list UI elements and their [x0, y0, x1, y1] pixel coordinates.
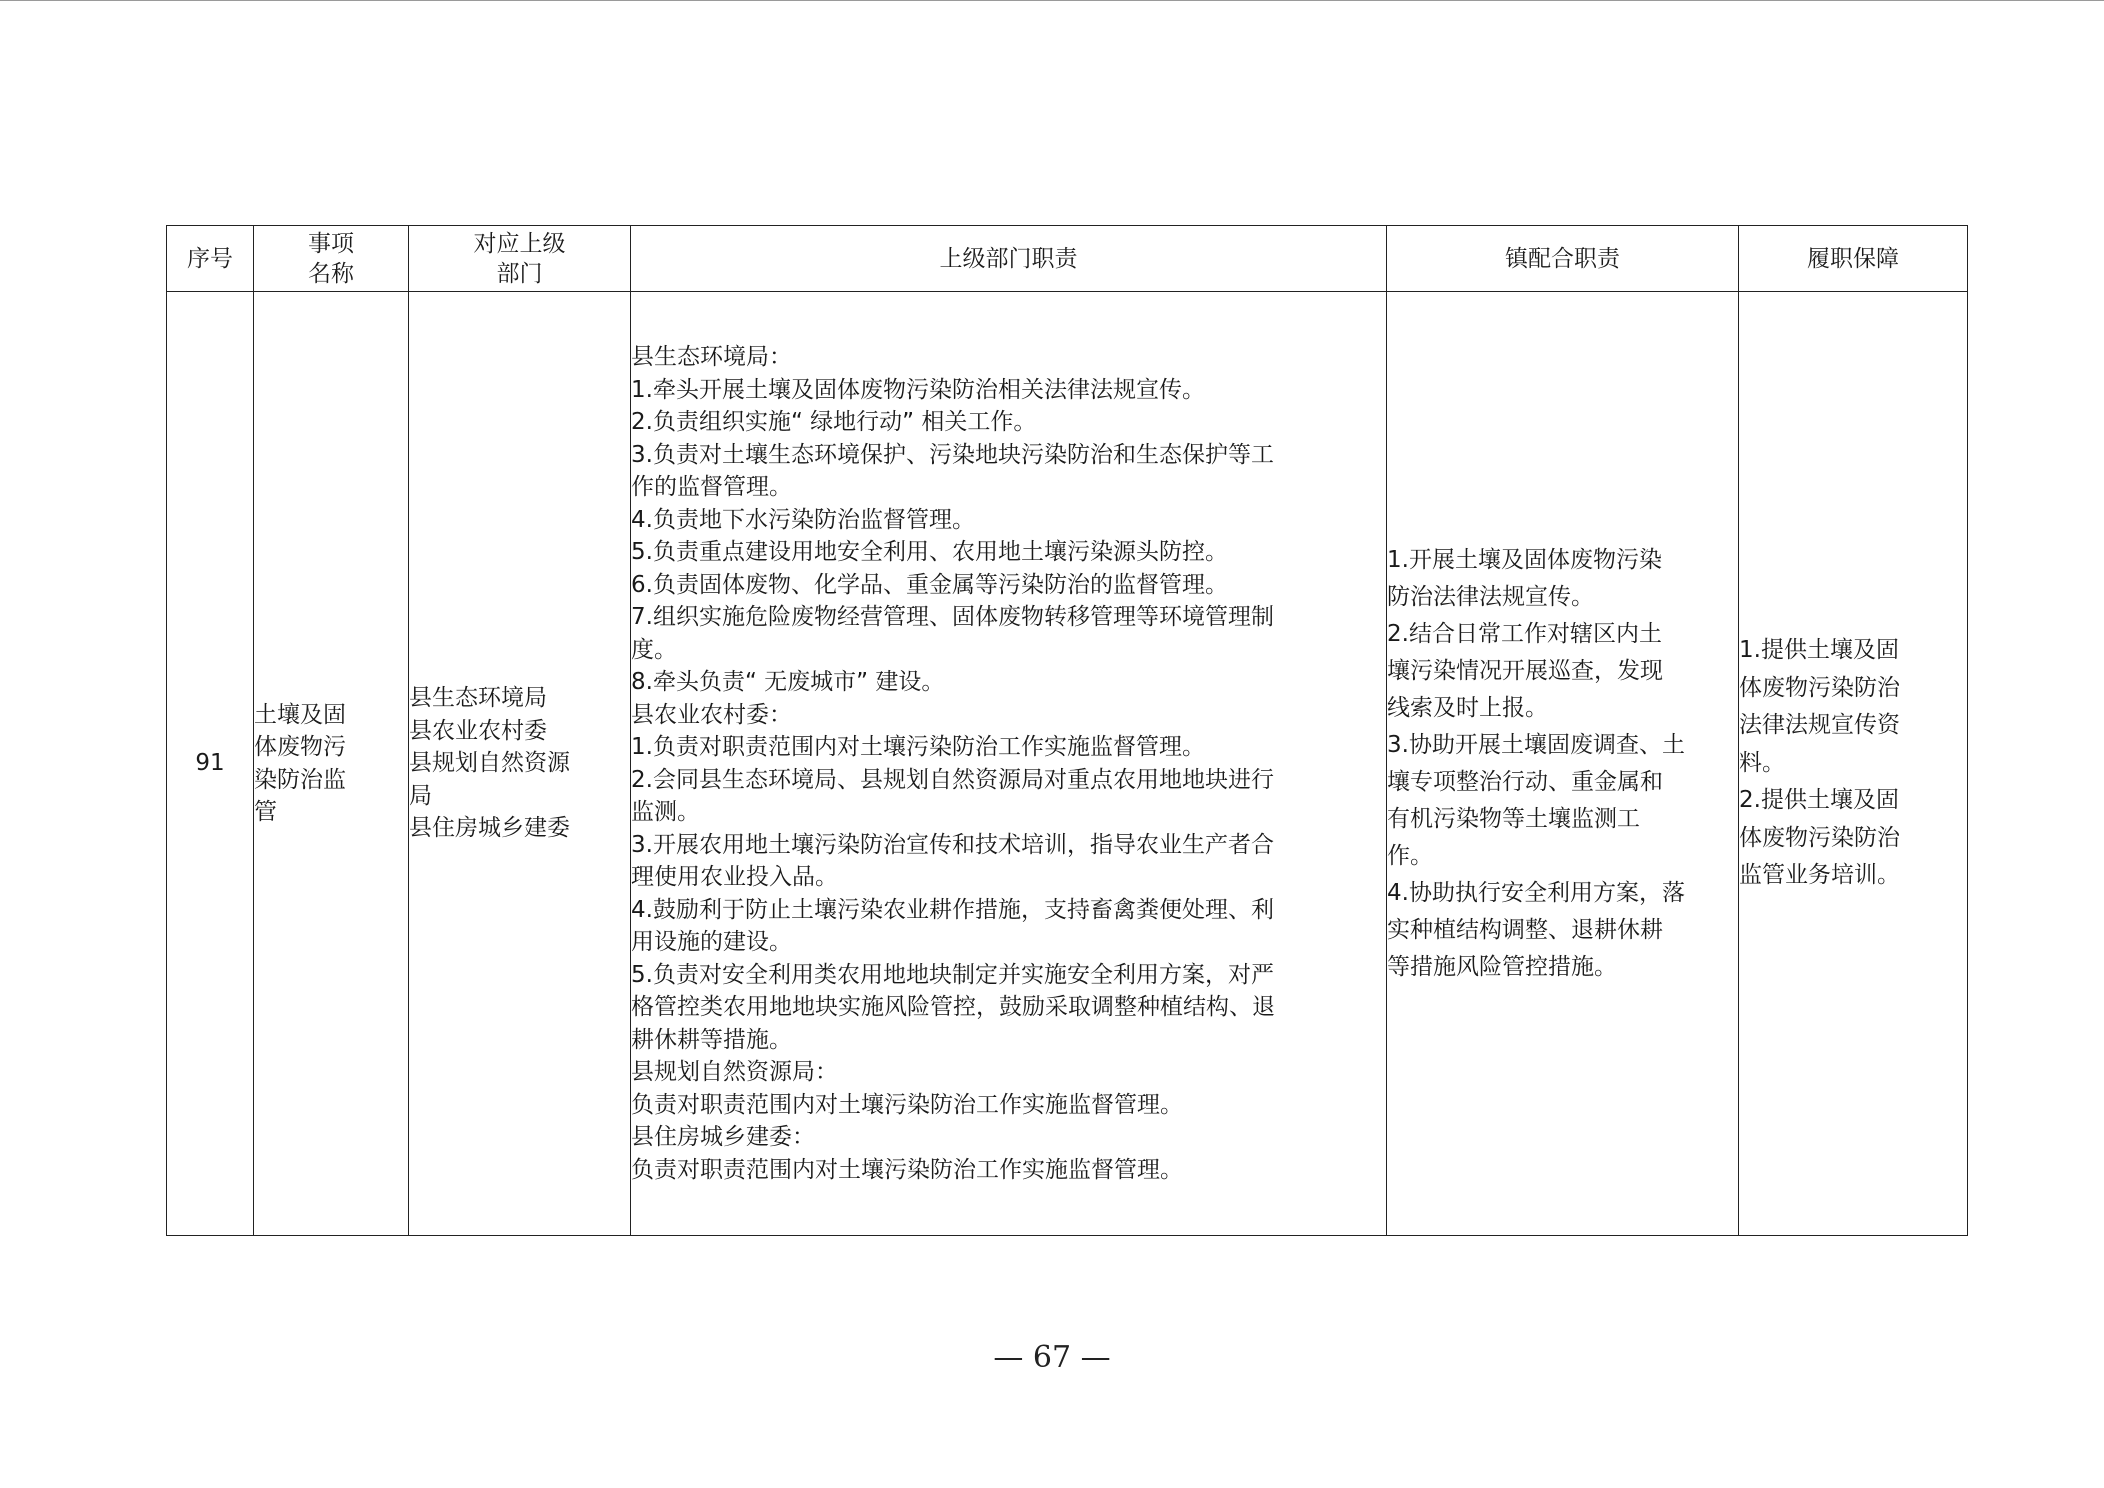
town-duty-line: 线索及时上报。	[1387, 694, 1548, 721]
superior-duties-lines	[631, 341, 1386, 1186]
cell-guarantee	[1739, 292, 1968, 1236]
page-top-rule	[0, 0, 2104, 1]
town-duty-line: 作。	[1387, 842, 1433, 869]
header-superior-dept-line: 部门	[496, 260, 543, 287]
superior-duty-line: 县生态环境局：	[631, 344, 792, 370]
table-row	[167, 292, 1968, 1236]
table-header-row	[167, 226, 1968, 292]
guarantee-line: 料。	[1739, 749, 1785, 776]
item-name-lines	[254, 699, 408, 829]
town-duty-line: 等措施风险管控措施。	[1387, 953, 1617, 980]
superior-duty-line: 理使用农业投入品。	[631, 864, 838, 890]
town-duty-line: 3.协助开展土壤固废调查、土	[1387, 731, 1685, 758]
superior-dept-line: 县住房城乡建委	[409, 815, 570, 842]
superior-duty-line: 负责对职责范围内对土壤污染防治工作实施监督管理。	[631, 1091, 1183, 1118]
guarantee-line: 体废物污染防治	[1739, 824, 1900, 851]
header-town-duties: 镇配合职责	[1387, 226, 1739, 292]
town-duties-lines	[1387, 542, 1738, 986]
cell-superior-duties	[631, 292, 1387, 1236]
town-duty-line: 防治法律法规宣传。	[1387, 583, 1594, 610]
item-name-line: 体废物污	[254, 734, 346, 760]
guarantee-line: 法律法规宣传资	[1739, 712, 1900, 739]
duty-table	[166, 225, 1968, 1236]
superior-duty-line: 1.牵头开展土壤及固体废物污染防治相关法律法规宣传。	[631, 376, 1205, 403]
town-duty-line: 壤专项整治行动、重金属和	[1387, 768, 1663, 795]
superior-duty-line: 监测。	[631, 799, 700, 825]
guarantee-line: 监管业务培训。	[1739, 862, 1900, 889]
superior-duty-line: 耕休耕等措施。	[631, 1026, 792, 1053]
header-superior-duties: 上级部门职责	[631, 226, 1387, 292]
town-duty-line: 壤污染情况开展巡查，发现	[1387, 657, 1663, 684]
town-duty-line: 2.结合日常工作对辖区内土	[1387, 620, 1662, 647]
header-guarantee: 履职保障	[1739, 226, 1968, 292]
cell-superior-dept	[409, 292, 631, 1236]
superior-duty-line: 县规划自然资源局：	[631, 1059, 838, 1085]
header-item-name-line: 事项	[308, 230, 354, 257]
superior-duty-line: 3.开展农用地土壤污染防治宣传和技术培训，指导农业生产者合	[631, 831, 1274, 858]
superior-duty-line: 4.负责地下水污染防治监督管理。	[631, 506, 975, 533]
superior-duty-line: 格管控类农用地地块实施风险管控，鼓励采取调整种植结构、退	[631, 994, 1275, 1020]
guarantee-line: 体废物污染防治	[1739, 674, 1900, 701]
superior-duty-line: 县住房城乡建委：	[631, 1124, 815, 1150]
superior-duty-line: 3.负责对土壤生态环境保护、污染地块污染防治和生态保护等工	[631, 441, 1274, 468]
guarantee-line: 2.提供土壤及固	[1739, 787, 1899, 814]
superior-duty-line: 8.牵头负责“ 无废城市” 建设。	[631, 669, 945, 695]
superior-duty-line: 2.会同县生态环境局、县规划自然资源局对重点农用地地块进行	[631, 766, 1274, 793]
header-item-name-line: 名称	[308, 260, 354, 287]
cell-town-duties	[1387, 292, 1739, 1236]
superior-duty-line: 1.负责对职责范围内对土壤污染防治工作实施监督管理。	[631, 734, 1205, 760]
cell-item-name	[254, 292, 409, 1236]
town-duty-line: 实种植结构调整、退耕休耕	[1387, 916, 1663, 943]
superior-dept-line: 县生态环境局	[409, 685, 547, 712]
header-superior-dept-line: 对应上级	[473, 230, 566, 257]
superior-duty-line: 用设施的建设。	[631, 929, 792, 955]
superior-duty-line: 7.组织实施危险废物经营管理、固体废物转移管理等环境管理制	[631, 604, 1274, 630]
superior-duty-line: 5.负责重点建设用地安全利用、农用地土壤污染源头防控。	[631, 539, 1228, 565]
item-name-line: 管	[254, 799, 277, 825]
superior-duty-line: 县农业农村委：	[631, 701, 792, 728]
item-name-line: 染防治监	[254, 766, 346, 793]
superior-duty-line: 负责对职责范围内对土壤污染防治工作实施监督管理。	[631, 1156, 1183, 1183]
superior-dept-line: 局	[409, 782, 432, 809]
guarantee-lines	[1739, 632, 1967, 895]
superior-duty-line: 度。	[631, 636, 677, 663]
town-duty-line: 1.开展土壤及固体废物污染	[1387, 546, 1662, 573]
page-number: — 67 —	[993, 1340, 1111, 1375]
item-name-line: 土壤及固	[254, 701, 346, 728]
town-duty-line: 4.协助执行安全利用方案，落	[1387, 879, 1685, 906]
superior-dept-line: 县规划自然资源	[409, 750, 570, 777]
superior-duty-line: 4.鼓励利于防止土壤污染农业耕作措施，支持畜禽粪便处理、利	[631, 896, 1274, 923]
superior-duty-line: 2.负责组织实施“ 绿地行动” 相关工作。	[631, 409, 1037, 435]
superior-dept-line: 县农业农村委	[409, 717, 547, 744]
superior-duty-line: 6.负责固体废物、化学品、重金属等污染防治的监督管理。	[631, 571, 1228, 598]
header-no: 序号	[167, 226, 254, 292]
guarantee-line: 1.提供土壤及固	[1739, 637, 1899, 664]
superior-duty-line: 作的监督管理。	[631, 474, 792, 500]
town-duty-line: 有机污染物等土壤监测工	[1387, 805, 1640, 832]
cell-no: 91	[167, 292, 254, 1236]
superior-dept-lines	[409, 682, 630, 845]
header-superior-dept	[409, 226, 631, 292]
header-item-name	[254, 226, 409, 292]
superior-duty-line: 5.负责对安全利用类农用地地块制定并实施安全利用方案，对严	[631, 961, 1274, 988]
